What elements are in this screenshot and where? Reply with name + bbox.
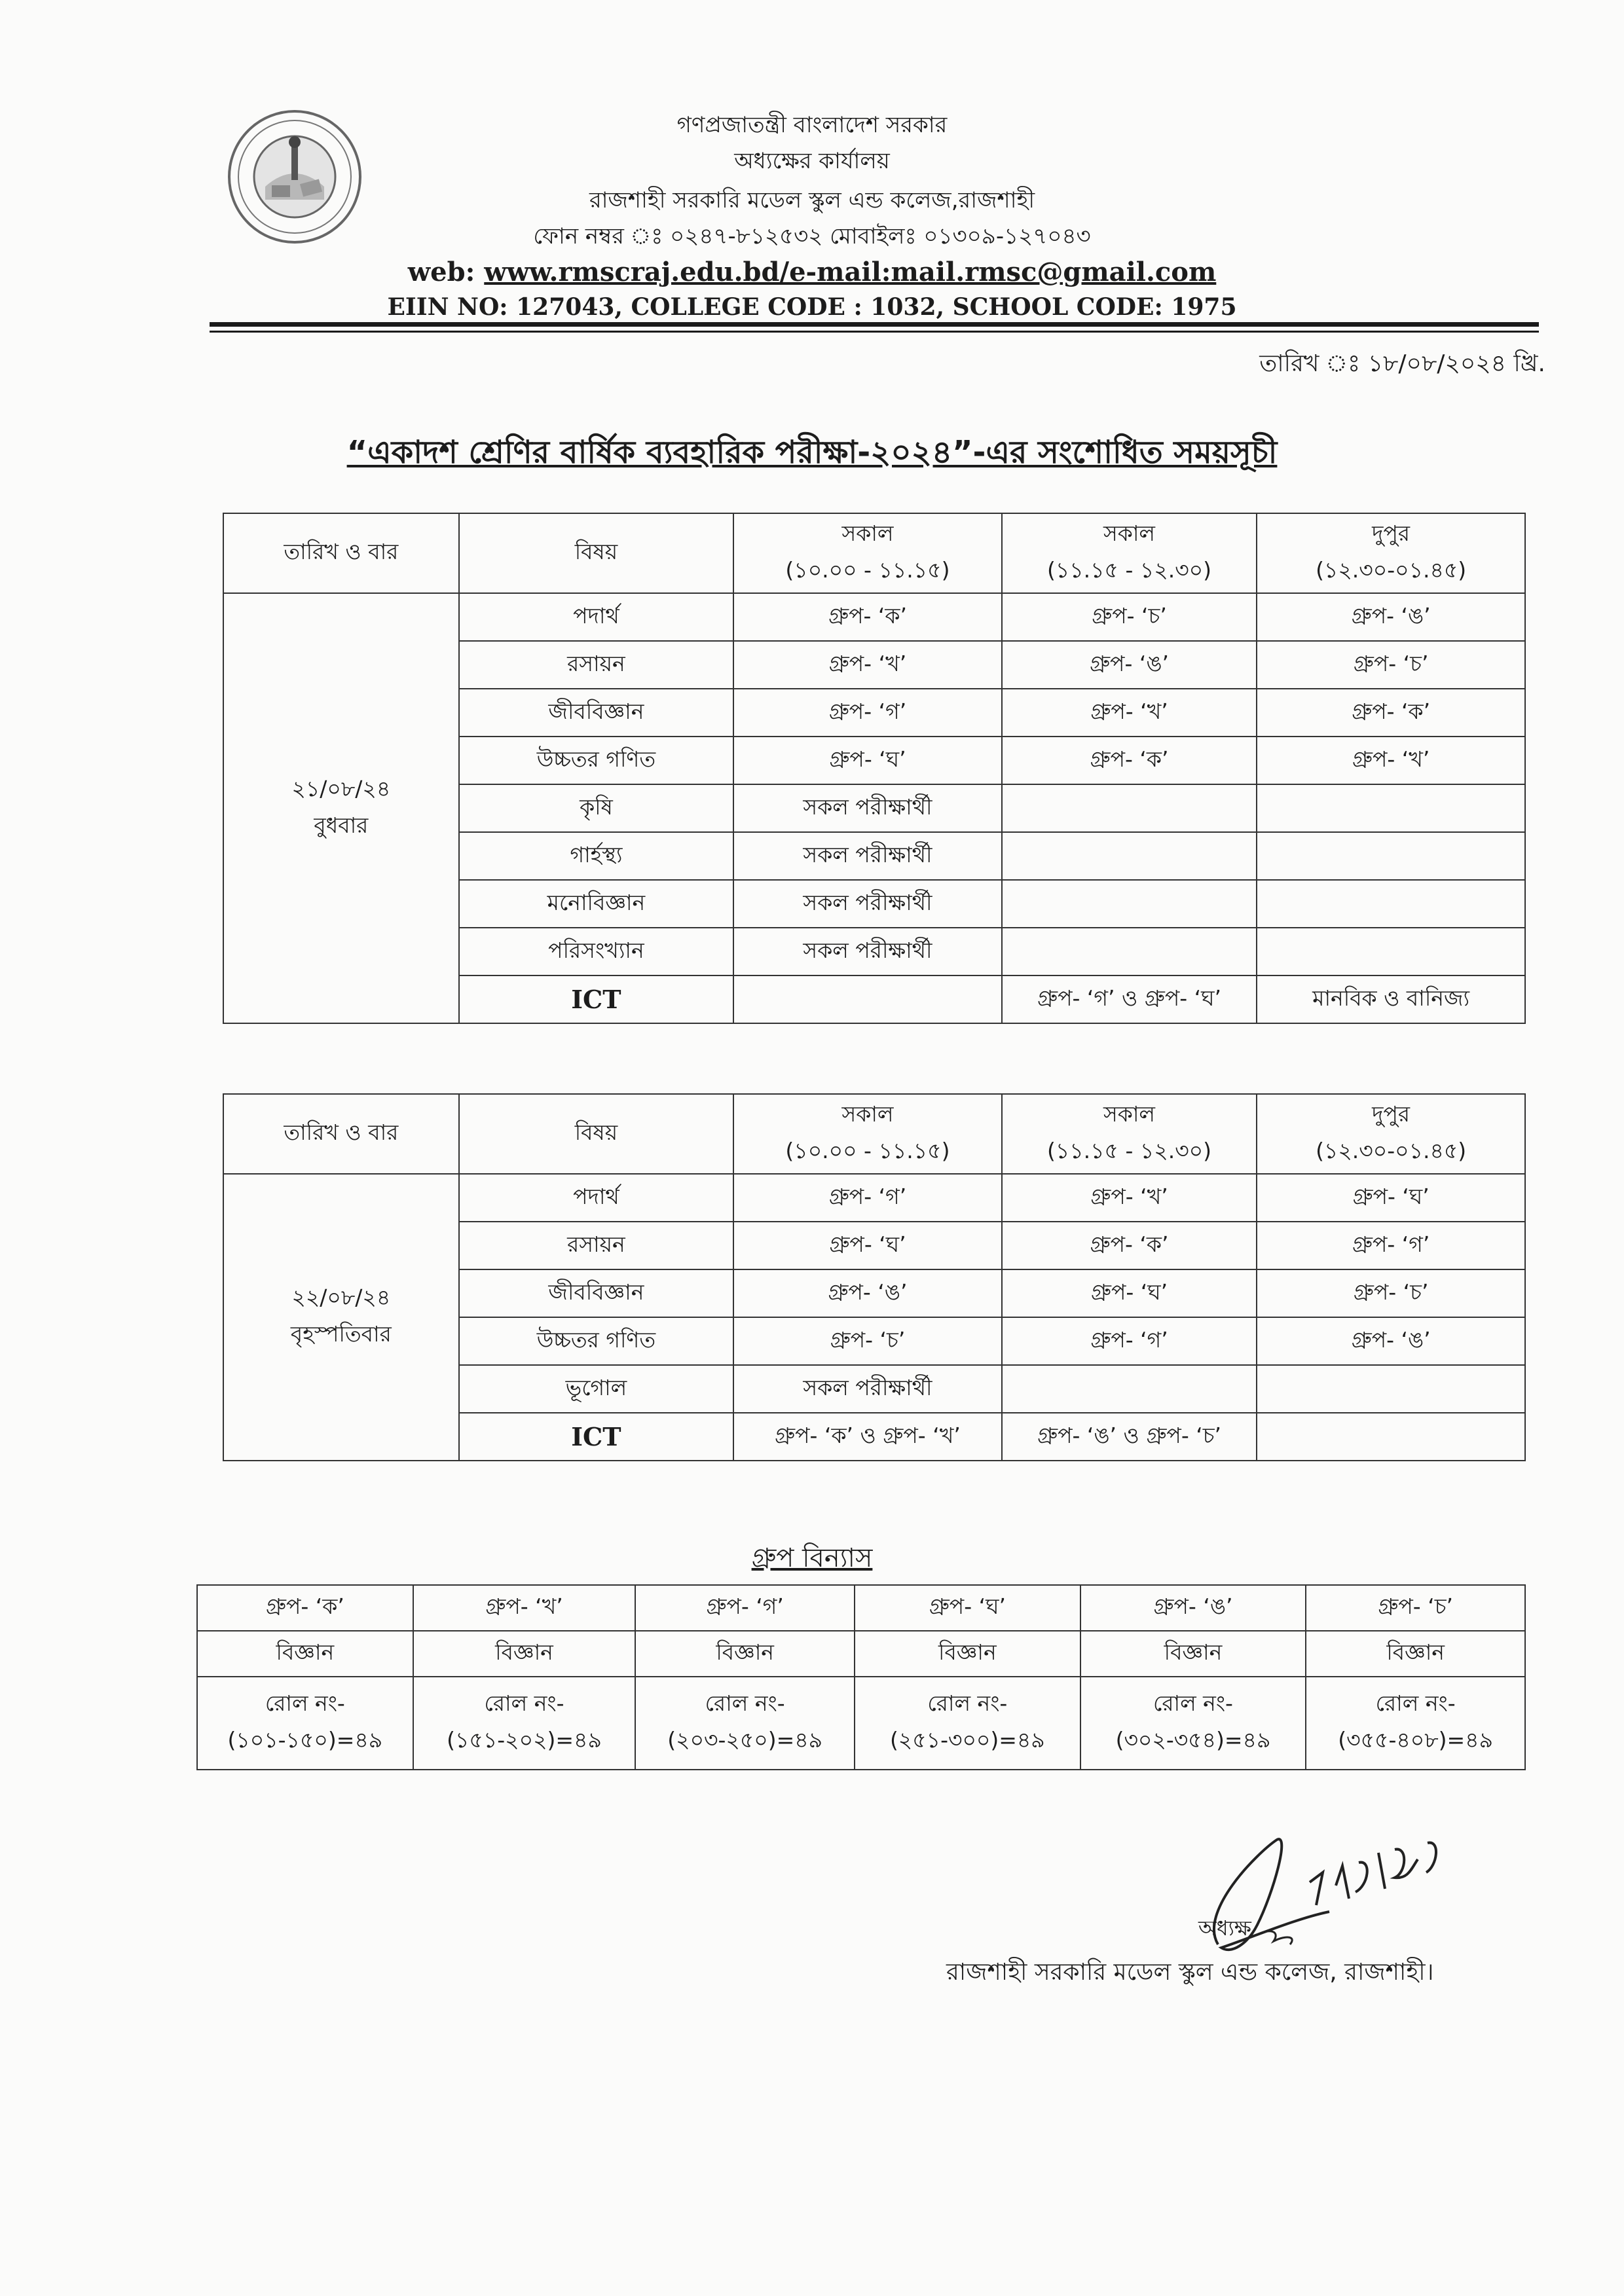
session3-cell [1257, 832, 1525, 880]
roll-label: রোল নং- [1153, 1690, 1233, 1716]
group-stream-row [197, 1631, 1525, 1677]
session3-cell: গ্রুপ- ‘ক’ [1257, 689, 1525, 737]
subject-cell: উচ্চতর গণিত [459, 1317, 734, 1365]
subject-cell: ভূগোল [459, 1365, 734, 1413]
roll-label: রোল নং- [265, 1690, 345, 1716]
session3-time: (১২.৩০-০১.৪৫) [1316, 557, 1467, 583]
session1-cell: গ্রুপ- ‘চ’ [733, 1317, 1002, 1365]
session2-cell: গ্রুপ- ‘ক’ [1002, 1222, 1257, 1269]
session1-cell: সকল পরীক্ষার্থী [733, 784, 1002, 832]
subject-cell: পদার্থ [459, 1174, 734, 1222]
subject-cell: জীববিজ্ঞান [459, 1269, 734, 1317]
roll-label: রোল নং- [1375, 1690, 1456, 1716]
group-name: গ্রুপ- ‘ঘ’ [855, 1585, 1080, 1631]
subject-cell: ICT [459, 1413, 734, 1461]
session1-cell: গ্রুপ- ‘গ’ [733, 689, 1002, 737]
session1-name: সকাল [841, 520, 894, 546]
session2-name: সকাল [1103, 1101, 1155, 1127]
col-session2 [1002, 1094, 1257, 1174]
session2-cell: গ্রুপ- ‘খ’ [1002, 689, 1257, 737]
col-date: তারিখ ও বার [223, 513, 459, 593]
signatory-title: অধ্যক্ষ [1198, 1916, 1251, 1941]
roll-label: রোল নং- [705, 1690, 785, 1716]
session2-cell: গ্রুপ- ‘খ’ [1002, 1174, 1257, 1222]
table-header-row [223, 1094, 1525, 1174]
col-subject: বিষয় [459, 513, 734, 593]
session1-cell: গ্রুপ- ‘ঙ’ [733, 1269, 1002, 1317]
header-office: অধ্যক্ষের কার্যালয় [734, 148, 890, 174]
roll-label: রোল নং- [927, 1690, 1008, 1716]
subject-cell: জীববিজ্ঞান [459, 689, 734, 737]
group-name: গ্রুপ- ‘ঙ’ [1080, 1585, 1306, 1631]
subject-cell: কৃষি [459, 784, 734, 832]
group-roll [1080, 1677, 1306, 1770]
group-allocation-title: গ্রুপ বিন্যাস [751, 1543, 873, 1573]
session3-name: দুপুর [1372, 520, 1411, 546]
session1-time: (১০.০০ - ১১.১৫) [785, 1138, 950, 1163]
col-session1 [733, 513, 1002, 593]
session3-cell [1257, 880, 1525, 928]
session3-time: (১২.৩০-০১.৪৫) [1316, 1138, 1467, 1163]
roll-range: (২০৩-২৫০)=৪৯ [667, 1727, 823, 1753]
col-session1 [733, 1094, 1002, 1174]
session2-cell [1002, 784, 1257, 832]
session1-cell: সকল পরীক্ষার্থী [733, 928, 1002, 975]
group-name: গ্রুপ- ‘খ’ [413, 1585, 636, 1631]
session2-cell: গ্রুপ- ‘গ’ [1002, 1317, 1257, 1365]
session1-cell: গ্রুপ- ‘গ’ [733, 1174, 1002, 1222]
group-roll [413, 1677, 636, 1770]
session3-cell: গ্রুপ- ‘ঙ’ [1257, 593, 1525, 641]
header-institution: রাজশাহী সরকারি মডেল স্কুল এন্ড কলেজ,রাজশাহী [589, 187, 1035, 213]
header-government: গণপ্রজাতন্ত্রী বাংলাদেশ সরকার [676, 112, 948, 138]
exam-weekday: বুধবার [314, 812, 369, 838]
session3-cell: গ্রুপ- ‘চ’ [1257, 641, 1525, 689]
header-eiin-codes: EIIN NO: 127043, COLLEGE CODE : 1032, SCHOOL CODE: 1975 [387, 293, 1237, 321]
group-stream: বিজ্ঞান [197, 1631, 413, 1677]
header-divider-thin [210, 331, 1539, 333]
exam-date: ২২/০৮/২৪ [291, 1285, 391, 1310]
session2-cell: গ্রুপ- ‘ঘ’ [1002, 1269, 1257, 1317]
session1-cell: সকল পরীক্ষার্থী [733, 880, 1002, 928]
document-title: “একাদশ শ্রেণির বার্ষিক ব্যবহারিক পরীক্ষা-২০২৪”-এর সংশোধিত সময়সূচী [346, 434, 1278, 471]
session3-cell [1257, 928, 1525, 975]
schedule-table-day1 [223, 513, 1526, 1024]
subject-cell: উচ্চতর গণিত [459, 737, 734, 784]
group-roll [197, 1677, 413, 1770]
table-row [223, 1174, 1525, 1222]
group-stream: বিজ্ঞান [855, 1631, 1080, 1677]
issue-date: তারিখ ঃ ১৮/০৮/২০২৪ খ্রি. [1259, 350, 1545, 377]
session2-cell: গ্রুপ- ‘ঙ’ ও গ্রুপ- ‘চ’ [1002, 1413, 1257, 1461]
session2-cell: গ্রুপ- ‘ঙ’ [1002, 641, 1257, 689]
session2-cell: গ্রুপ- ‘গ’ ও গ্রুপ- ‘ঘ’ [1002, 975, 1257, 1023]
roll-label: রোল নং- [484, 1690, 564, 1716]
session1-cell: গ্রুপ- ‘ক’ ও গ্রুপ- ‘খ’ [733, 1413, 1002, 1461]
session1-cell: গ্রুপ- ‘ঘ’ [733, 737, 1002, 784]
session1-cell [733, 975, 1002, 1023]
group-roll [1306, 1677, 1525, 1770]
session3-cell: গ্রুপ- ‘খ’ [1257, 737, 1525, 784]
subject-cell: পদার্থ [459, 593, 734, 641]
group-roll-row [197, 1677, 1525, 1770]
date-cell [223, 1174, 459, 1461]
subject-cell: রসায়ন [459, 641, 734, 689]
header-divider [210, 322, 1539, 327]
session1-time: (১০.০০ - ১১.১৫) [785, 557, 950, 583]
session3-cell [1257, 1365, 1525, 1413]
session3-cell [1257, 784, 1525, 832]
subject-cell: ICT [459, 975, 734, 1023]
session2-cell: গ্রুপ- ‘চ’ [1002, 593, 1257, 641]
col-date: তারিখ ও বার [223, 1094, 459, 1174]
session2-cell [1002, 832, 1257, 880]
group-stream: বিজ্ঞান [1306, 1631, 1525, 1677]
session3-cell: মানবিক ও বানিজ্য [1257, 975, 1525, 1023]
exam-date: ২১/০৮/২৪ [291, 775, 391, 801]
session1-name: সকাল [841, 1101, 894, 1127]
session3-cell: গ্রুপ- ‘চ’ [1257, 1269, 1525, 1317]
session2-cell [1002, 880, 1257, 928]
roll-range: (১০১-১৫০)=৪৯ [227, 1727, 383, 1753]
signatory-institution: রাজশাহী সরকারি মডেল স্কুল এন্ড কলেজ, রাজশাহী। [946, 1959, 1434, 1986]
session2-time: (১১.১৫ - ১২.৩০) [1046, 1138, 1212, 1163]
group-roll [855, 1677, 1080, 1770]
roll-range: (১৫১-২০২)=৪৯ [447, 1727, 602, 1753]
roll-range: (২৫১-৩০০)=৪৯ [889, 1727, 1045, 1753]
group-name-row [197, 1585, 1525, 1631]
handwritten-signature [1159, 1813, 1473, 1971]
table-row [223, 593, 1525, 641]
col-session2 [1002, 513, 1257, 593]
session2-cell: গ্রুপ- ‘ক’ [1002, 737, 1257, 784]
session2-cell [1002, 928, 1257, 975]
date-cell [223, 593, 459, 1023]
header-phone: ফোন নম্বর ঃ ০২৪৭-৮১২৫৩২ মোবাইলঃ ০১৩০৯-১২৭০৪৩ [533, 223, 1091, 249]
subject-cell: রসায়ন [459, 1222, 734, 1269]
session3-cell [1257, 1413, 1525, 1461]
session3-cell: গ্রুপ- ‘ঙ’ [1257, 1317, 1525, 1365]
col-subject: বিষয় [459, 1094, 734, 1174]
subject-cell: গার্হস্থ্য [459, 832, 734, 880]
col-session3 [1257, 513, 1525, 593]
session2-cell [1002, 1365, 1257, 1413]
session3-cell: গ্রুপ- ‘ঘ’ [1257, 1174, 1525, 1222]
session1-cell: গ্রুপ- ‘ক’ [733, 593, 1002, 641]
col-session3 [1257, 1094, 1525, 1174]
subject-cell: পরিসংখ্যান [459, 928, 734, 975]
group-stream: বিজ্ঞান [413, 1631, 636, 1677]
session3-cell: গ্রুপ- ‘গ’ [1257, 1222, 1525, 1269]
web-prefix: web: [407, 257, 485, 287]
group-stream: বিজ্ঞান [635, 1631, 855, 1677]
group-name: গ্রুপ- ‘গ’ [635, 1585, 855, 1631]
web-email-link[interactable]: www.rmscraj.edu.bd/e-mail:mail.rmsc@gmail.com [484, 257, 1217, 287]
group-stream: বিজ্ঞান [1080, 1631, 1306, 1677]
group-name: গ্রুপ- ‘চ’ [1306, 1585, 1525, 1631]
schedule-table-day2 [223, 1093, 1526, 1461]
group-name: গ্রুপ- ‘ক’ [197, 1585, 413, 1631]
session2-time: (১১.১৫ - ১২.৩০) [1046, 557, 1212, 583]
session1-cell: গ্রুপ- ‘ঘ’ [733, 1222, 1002, 1269]
session3-name: দুপুর [1372, 1101, 1411, 1127]
session1-cell: সকল পরীক্ষার্থী [733, 832, 1002, 880]
group-roll [635, 1677, 855, 1770]
header-web-line [0, 257, 1624, 287]
subject-cell: মনোবিজ্ঞান [459, 880, 734, 928]
roll-range: (৩০২-৩৫৪)=৪৯ [1115, 1727, 1271, 1753]
session1-cell: গ্রুপ- ‘খ’ [733, 641, 1002, 689]
session1-cell: সকল পরীক্ষার্থী [733, 1365, 1002, 1413]
session2-name: সকাল [1103, 520, 1155, 546]
group-allocation-table [196, 1584, 1526, 1770]
roll-range: (৩৫৫-৪০৮)=৪৯ [1338, 1727, 1493, 1753]
exam-weekday: বৃহস্পতিবার [290, 1321, 392, 1347]
table-header-row [223, 513, 1525, 593]
